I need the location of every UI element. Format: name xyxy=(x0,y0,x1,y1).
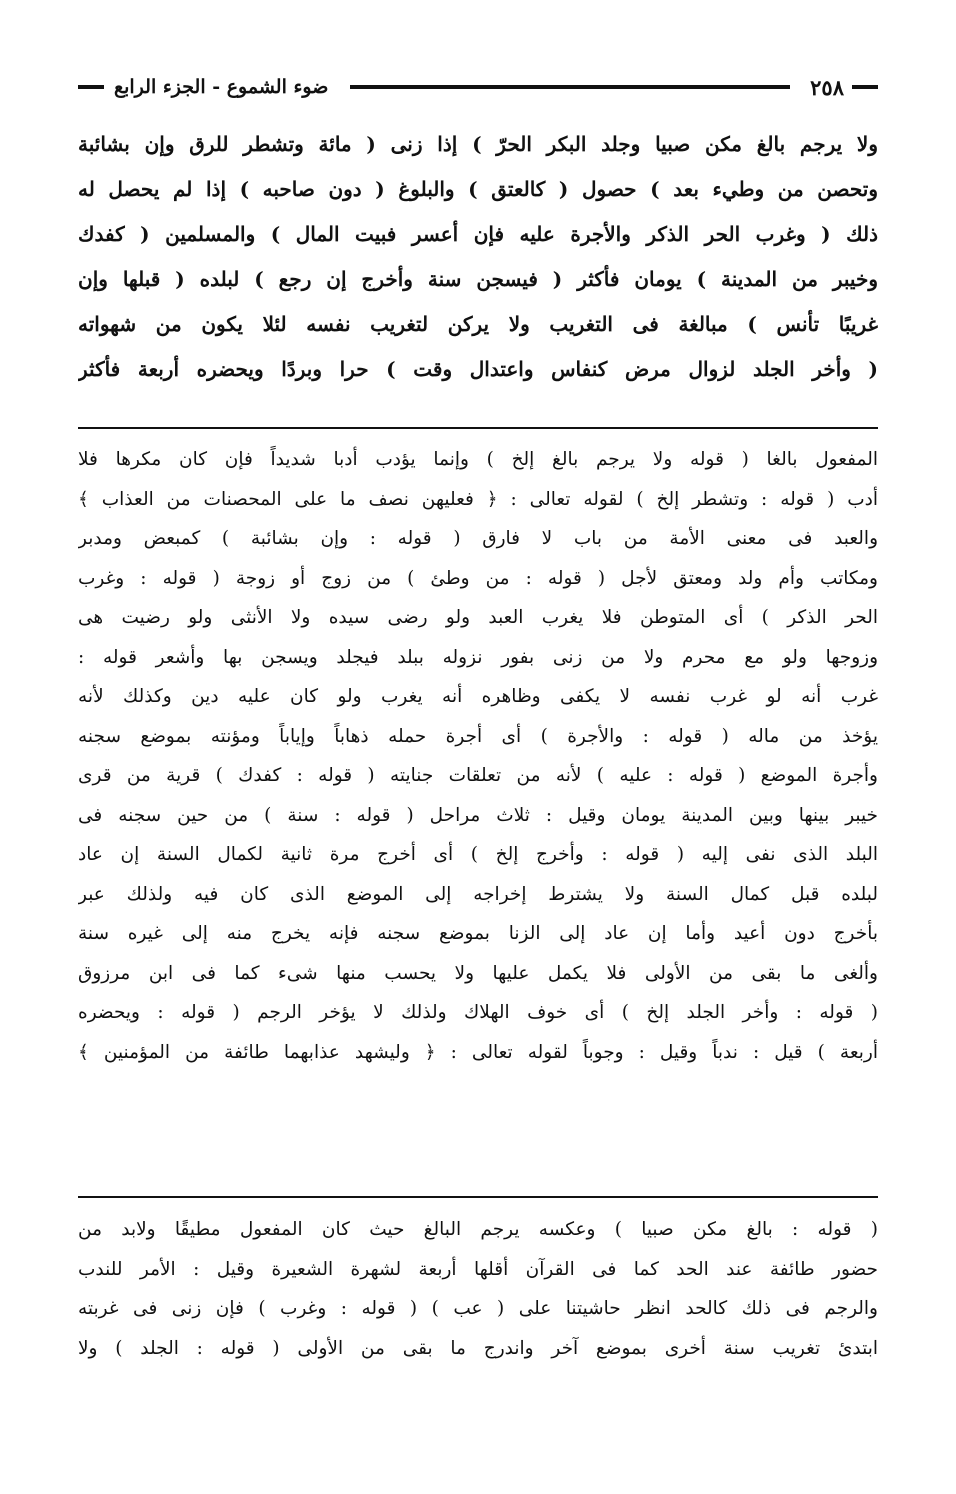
commentary-line: والعبد فى معنى الأمة من باب لا فارق ( قوله : وإن بشائبة ) كمبعض ومدبر xyxy=(78,528,878,549)
commentary-line: المفعول بالغا ( قوله ولا يرجم بالغ إلخ ) وإنما يؤدب أدبا شديداً فإن كان مكرها فلا xyxy=(78,449,878,470)
commentary-line: ( قوله : بالغ مكن صبيا ) وعكسه يرجم البالغ حيث كان المفعول مطيقًا ولابد من xyxy=(78,1219,878,1240)
commentary-line: وأجرة الموضع ( قوله : عليه ) لأنه من تعلقات جنايته ( قوله : كفدك ) قرية من قرى xyxy=(78,765,878,786)
header-dash-right xyxy=(852,85,878,89)
main-text xyxy=(78,122,878,392)
commentary-line: ابتدئ تغريب سنة أخرى بموضع آخر واندرج ما بقى من الأولى ( قوله : الجلد ) ولا xyxy=(78,1337,878,1359)
page-number: ٢٥٨ xyxy=(810,74,844,100)
commentary-line: وألغى ما بقى من الأولى فلا يكمل عليها ولا يحسب منها شىء كما فى ابن مرزوق xyxy=(78,962,878,984)
main-line: ( وأخر الجلد لزوال مرض كنفاس واعتدال وقت ) حرا وبردًا ويحضره أربعة فأكثر xyxy=(78,357,878,381)
commentary-line: ( قوله : وأخر الجلد إلخ ) أى خوف الهلاك ولذلك لا يؤخر الرجم ( قوله : ويحضره xyxy=(78,1002,878,1023)
commentary-line: لبلده قبل كمال السنة ولا يشترط إخراجه إلى الموضع الذى كان فيه ولذلك عبر xyxy=(78,883,878,905)
commentary-line: بأخرج دون أعيد وأما إن عاد إلى الزنا بموضع سجنه فإنه يخرج منه إلى غيره سنة xyxy=(78,923,878,944)
commentary-line: البلد الذى نفى إليه ( قوله : وأخرج إلخ ) أى أخرج مرة ثانية لكمال السنة إن عاد xyxy=(78,844,878,865)
main-line: غريبًا تأنس ) مبالغة فى التغريب ولا يركن لتغريب نفسه لئلا يكون من شهواته xyxy=(78,312,878,336)
commentary-line: يؤخذ من ماله ( قوله : والأجرة ) أى أجرة حمله ذهاباً وإياباً ومؤنته بموضع سجنه xyxy=(78,725,878,747)
header-rule xyxy=(350,85,790,89)
header-dash-left xyxy=(78,85,104,89)
commentary-line: حضور طائفة عند الحد كما فى القرآن أقلها أربعة لشهرة الشعيرة وقيل : الأمر للندب xyxy=(78,1258,878,1280)
main-line: ولا يرجم بالغ مكن صبيا وجلد البكر الحرّ ) إذا زنى ( مائة وتشطر للرق وإن بشائبة xyxy=(78,132,878,156)
main-line: ذلك ( وغرب الحر الذكر والأجرة عليه فإن أعسر فبيت المال ) والمسلمين ( كفدك xyxy=(78,222,878,246)
commentary-line: ومكاتب وأم ولد ومعتق لأجل ( قوله : من وطئ ) من زوج أو زوجة ( قوله : وغرب xyxy=(78,567,878,589)
commentary-block-2 xyxy=(78,1210,878,1368)
main-line: وخيبر من المدينة ) يومان فأكثر ( فيسجن سنة وأخرج إن رجع ) لبلده ( قبلها وإن xyxy=(78,267,878,291)
book-title: ضوء الشموع - الجزء الرابع xyxy=(114,76,329,98)
commentary-line: غرب أنه لو غرب نفسه لا يكفى وظاهره أنه يغرب ولو كان عليه دين وكذلك لأنه xyxy=(78,686,878,707)
commentary-line: أربعة ) قيل : ندباً وقيل : وجوباً لقوله تعالى : ﴿ وليشهد عذابهما طائفة من المؤمنين ﴾ xyxy=(78,1041,878,1063)
separator-rule xyxy=(78,427,878,429)
commentary-line: خيبر بينها وبين المدينة يومان وقيل : ثلاث مراحل ( قوله : سنة ) من حين سجنه فى xyxy=(78,804,878,826)
commentary-line: أدب ( قوله : وتشطر إلخ ) لقوله تعالى : ﴿ فعليهن نصف ما على المحصنات من العذاب ﴾ xyxy=(78,488,878,510)
main-line: وتحصن من وطيء بعد ) حصول ( كالعتق ) والبلوغ ( دون صاحبه ) إذا لم يحصل له xyxy=(78,177,878,201)
commentary-line: والرجم فى ذلك كالحد انظر حاشيتنا على ( عب ) ( قوله : وغرب ) فإن زنى فى غربته xyxy=(78,1298,878,1319)
commentary-block-1 xyxy=(78,440,878,1072)
commentary-line: الحر الذكر ) أى المتوطن فلا يغرب العبد ولو رضى سيده ولا الأنثى ولو رضيت هى xyxy=(78,607,878,628)
commentary-line: وزوجها ولو مع محرم ولا من زنى بفور نزوله ببلد فيجلد ويسجن بها وأشعر قوله : xyxy=(78,646,878,668)
separator-rule xyxy=(78,1196,878,1198)
page-header xyxy=(78,70,878,104)
